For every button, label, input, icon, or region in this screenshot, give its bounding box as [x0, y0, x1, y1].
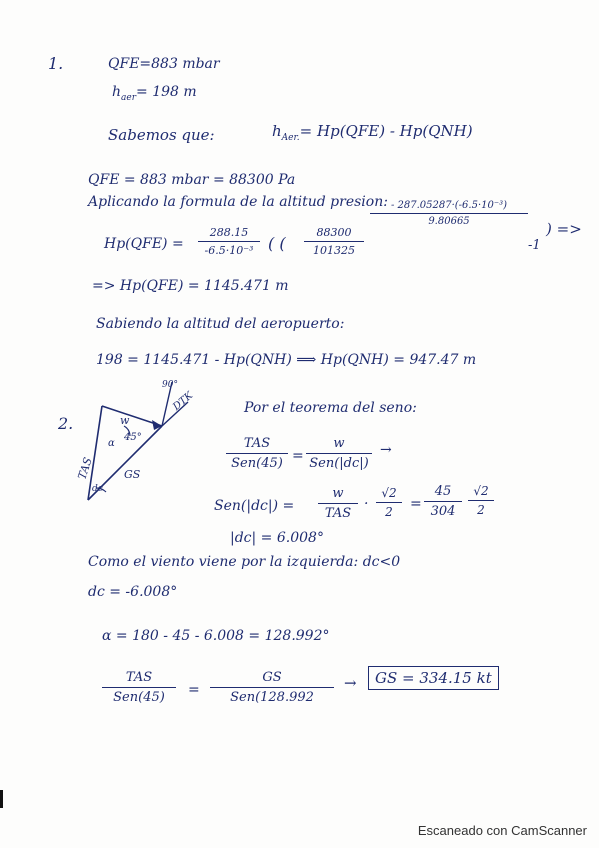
- hp-qfe-result: => Hp(QFE) = 1145.471 m: [92, 278, 289, 294]
- problem-1-number: 1.: [48, 54, 64, 73]
- dc-value: dc = -6.008°: [88, 584, 178, 600]
- gs-result-box: GS = 334.15 kt: [368, 666, 499, 690]
- hp-qnh-equation: 198 = 1145.471 - Hp(QNH) ⟹ Hp(QNH) = 947.47 m: [96, 352, 477, 368]
- teorema-seno: Por el teorema del seno:: [244, 400, 417, 416]
- equals-2: =: [410, 496, 422, 512]
- minus-one: -1: [528, 238, 541, 253]
- fraction-w-tas: w TAS: [318, 486, 358, 521]
- label-dtk: DTK: [171, 390, 196, 413]
- arrow-1: →: [380, 442, 392, 458]
- scan-edge-mark: [0, 790, 3, 808]
- fraction-sqrt2-over-2-b: √2 2: [468, 484, 494, 517]
- dot-1: ·: [364, 496, 369, 512]
- fraction-gs-sen128: GS Sen(128.992: [210, 670, 334, 705]
- fraction-tas-sen45: TAS Sen(45): [226, 436, 288, 471]
- abs-dc-value: |dc| = 6.008°: [230, 530, 324, 546]
- arrow-2: →: [344, 674, 357, 692]
- viento-izquierda: Como el viento viene por la izquierda: dc<0: [88, 554, 401, 570]
- paren-open: ( (: [268, 234, 286, 253]
- sabemos-que: Sabemos que:: [108, 126, 215, 144]
- fraction-45-304: 45 304: [424, 484, 462, 519]
- label-tas: TAS: [75, 455, 95, 482]
- sabiendo-altitud: Sabiendo la altitud del aeropuerto:: [96, 316, 345, 332]
- aplicando-formula: Aplicando la formula de la altitud presion:: [88, 194, 388, 210]
- qfe-conversion: QFE = 883 mbar = 88300 Pa: [88, 172, 296, 188]
- hp-qfe-lhs: Hp(QFE) =: [104, 236, 184, 252]
- h-aer-given: $h_{aer}= 198$ m: [112, 84, 197, 103]
- exponent-fraction: - 287.05287·(-6.5·10⁻³) 9.80665: [370, 200, 528, 227]
- label-dc: dc: [92, 484, 103, 494]
- fraction-w-sendc: w Sen(|dc|): [306, 436, 372, 471]
- equals-3: =: [188, 682, 200, 698]
- camscanner-footer: Escaneado con CamScanner: [417, 823, 587, 838]
- qfe-given: QFE=883 mbar: [108, 56, 220, 72]
- close-arrow: ) =>: [546, 220, 582, 238]
- label-gs: GS: [124, 468, 141, 481]
- fraction-pressure-ratio: 88300 101325: [304, 226, 364, 257]
- fraction-tas-sen45-b: TAS Sen(45): [102, 670, 176, 705]
- label-90: 90°: [162, 380, 178, 390]
- fraction-sqrt2-over-2-a: √2 2: [376, 486, 402, 519]
- label-w: w: [120, 414, 130, 427]
- alpha-calc: α = 180 - 45 - 6.008 = 128.992°: [102, 628, 330, 644]
- sen-dc-lhs: Sen(|dc|) =: [214, 498, 295, 514]
- fraction-288-over-lapse: 288.15 -6.5·10⁻³: [198, 226, 260, 257]
- problem-2-number: 2.: [58, 414, 74, 433]
- label-alpha: α: [108, 438, 115, 449]
- equals-1: =: [292, 448, 304, 464]
- label-45: 45°: [124, 432, 142, 443]
- h-aer-equation: $h_{Aer.}= Hp(QFE) - Hp(QNH)$: [272, 122, 473, 143]
